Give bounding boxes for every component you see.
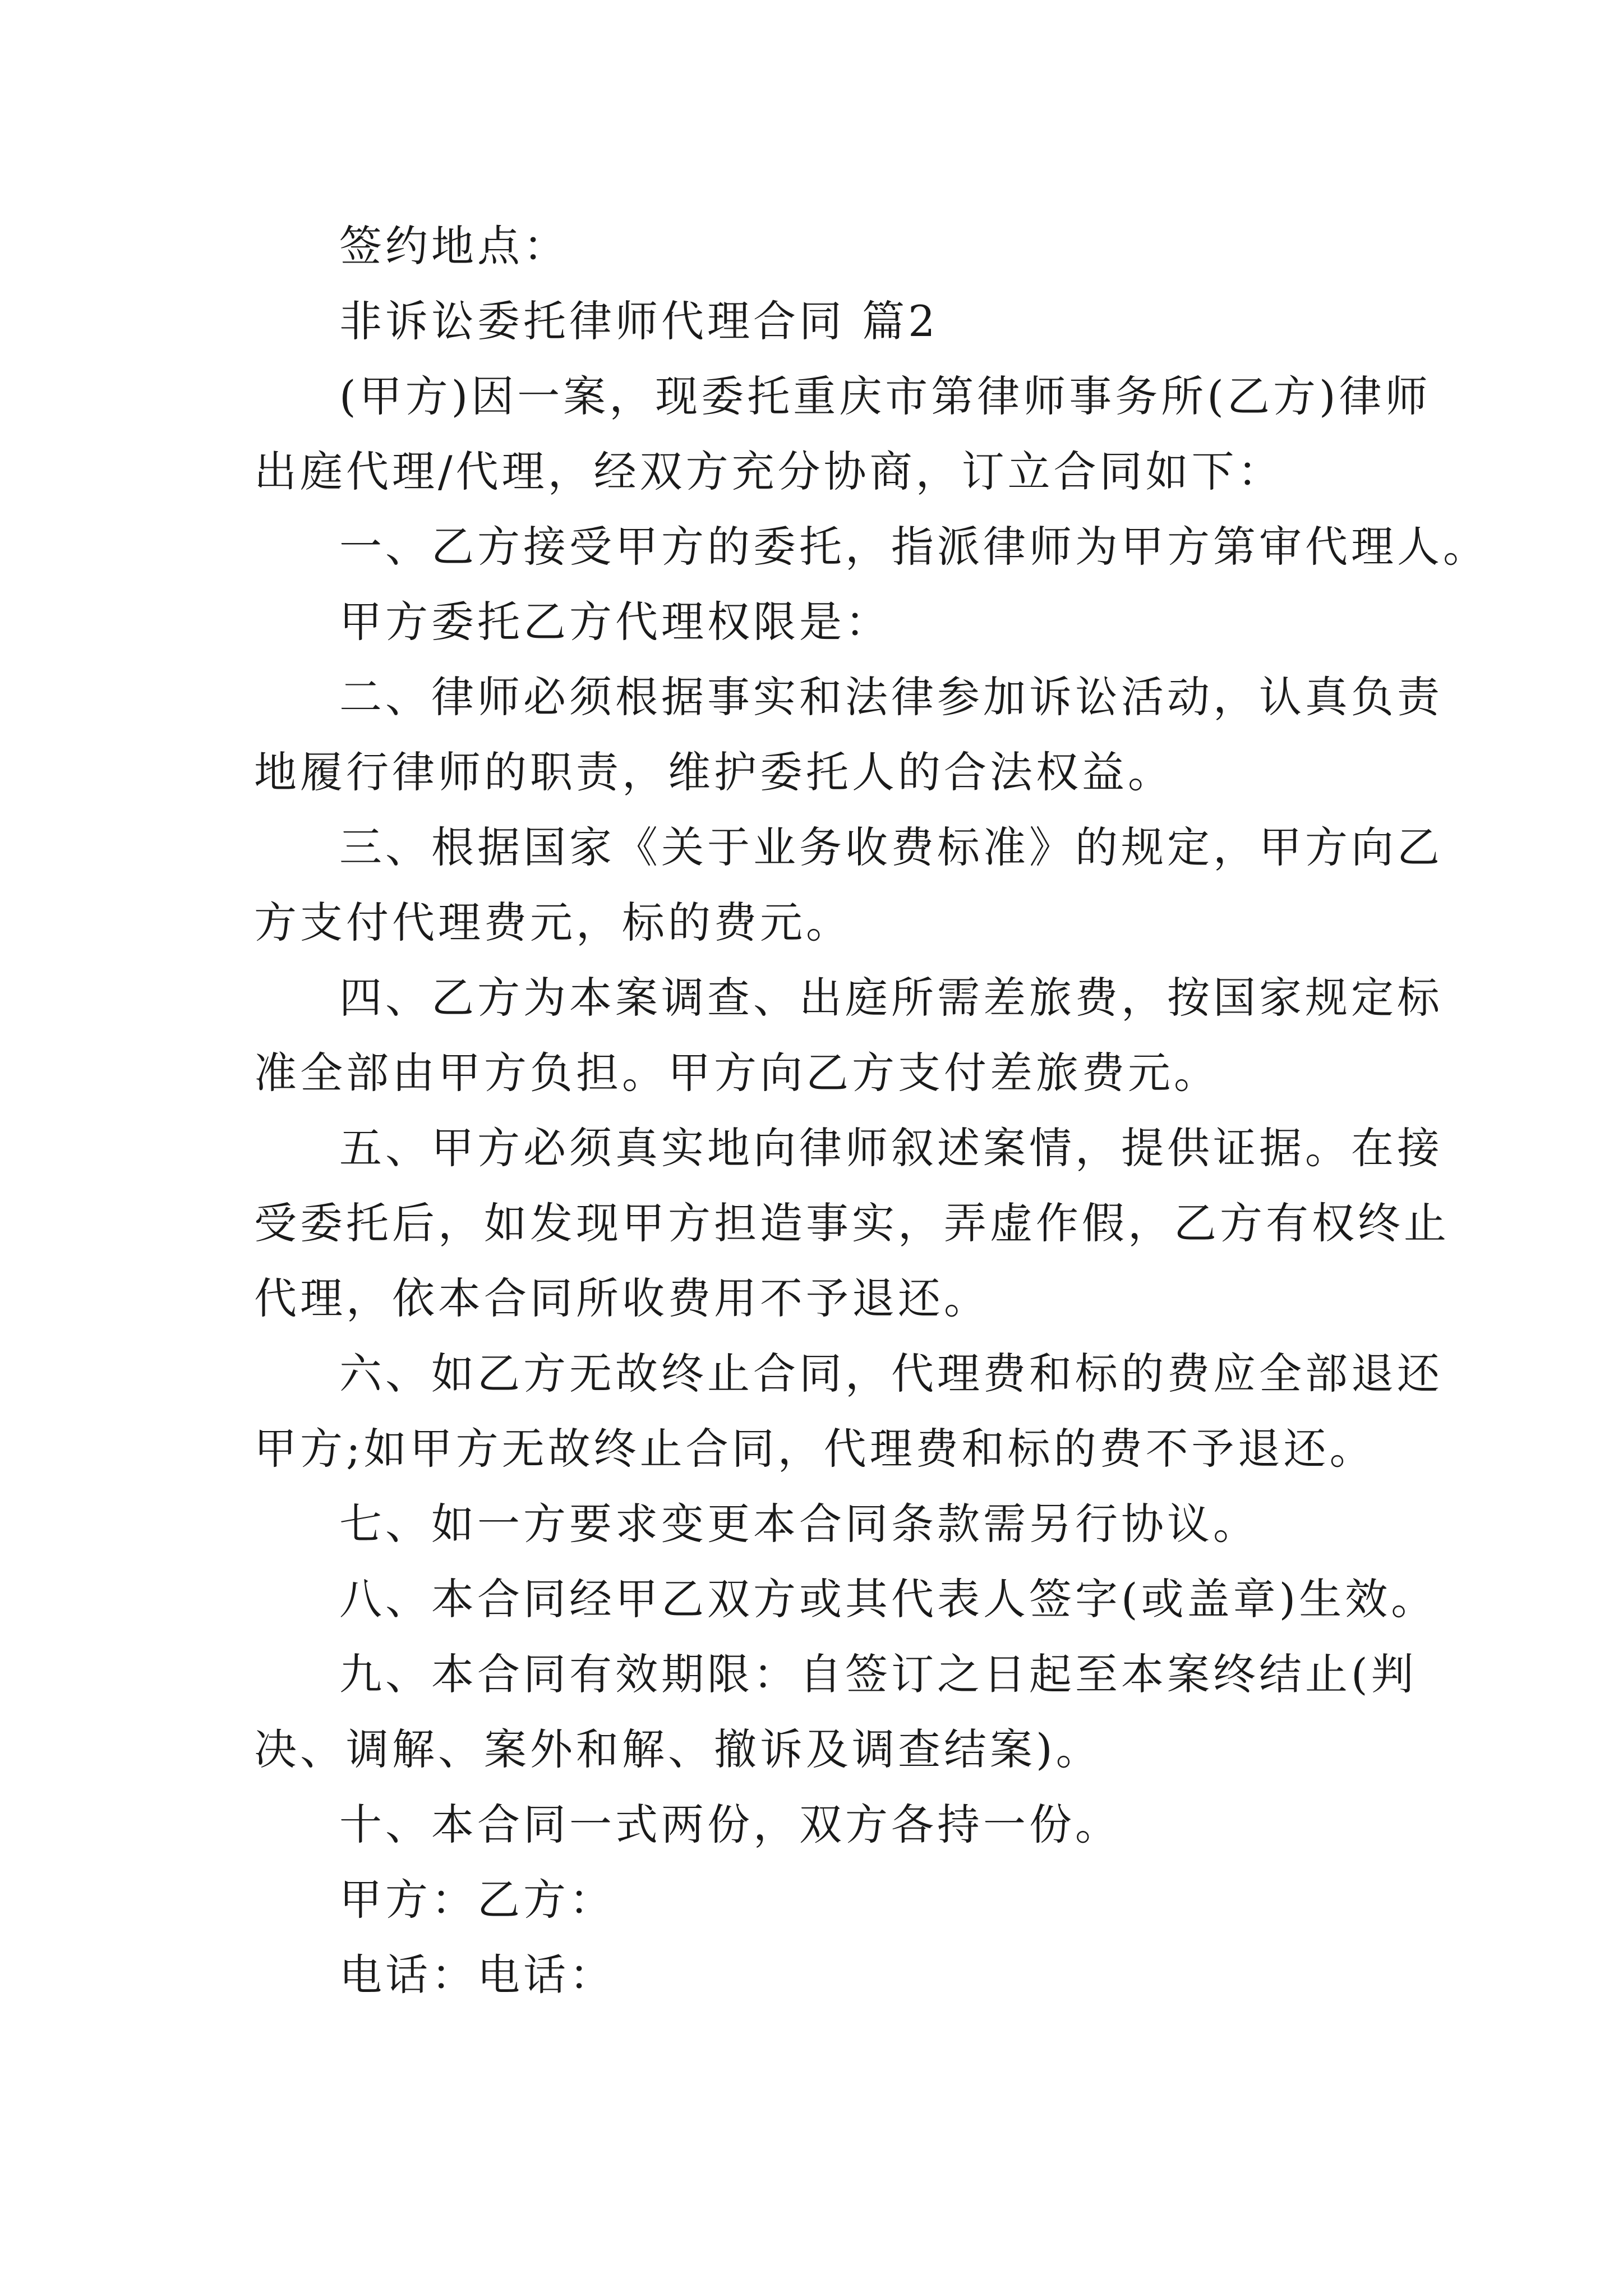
text-line: 六、如乙方无故终止合同，代理费和标的费应全部退还 [339, 1349, 1443, 1398]
party-signature-line [254, 1862, 1381, 1938]
text-line: 三、根据国家《关于业务收费标准》的规定，甲方向乙 [339, 822, 1443, 872]
text-line: 代理，依本合同所收费用不予退还。 [254, 1273, 990, 1323]
text-line: 五、甲方必须真实地向律师叙述案情，提供证据。在接 [339, 1123, 1443, 1173]
clause-3 [254, 810, 1443, 960]
text-line: 出庭代理/代理，经双方充分协商，订立合同如下： [254, 447, 1284, 496]
text-line: 决、调解、案外和解、撤诉及调查结案)。 [254, 1724, 1102, 1774]
clause-8 [254, 1562, 1437, 1637]
text-line: 甲方;如甲方无故终止合同，代理费和标的费不予退还。 [254, 1424, 1376, 1474]
clause-4 [254, 960, 1443, 1111]
preamble-paragraph [254, 359, 1431, 509]
clause-2 [254, 660, 1443, 810]
authority-paragraph [254, 585, 1381, 660]
text-line: 签约地点： [339, 221, 569, 271]
clause-10 [254, 1787, 1381, 1862]
text-line: (甲方)因一案，现委托重庆市第律师事务所(乙方)律师 [339, 371, 1431, 421]
text-line: 一、乙方接受甲方的委托，指派律师为甲方第审代理人。 [339, 522, 1489, 572]
text-line: 电话：电话： [339, 1950, 615, 2000]
text-line: 非诉讼委托律师代理合同 篇2 [339, 296, 939, 346]
text-line: 四、乙方为本案调查、出庭所需差旅费，按国家规定标 [339, 973, 1443, 1023]
clause-6 [254, 1336, 1443, 1487]
text-line: 甲方：乙方： [339, 1875, 615, 1925]
clause-1 [254, 509, 1489, 585]
phone-line [254, 1938, 1381, 2013]
text-line: 十、本合同一式两份，双方各持一份。 [339, 1800, 1121, 1849]
clause-9 [254, 1637, 1417, 1787]
clause-7 [254, 1487, 1381, 1562]
text-line: 地履行律师的职责，维护委托人的合法权益。 [254, 747, 1174, 797]
document-body [254, 209, 1489, 2013]
text-line: 二、律师必须根据事实和法律参加诉讼活动，认真负责 [339, 672, 1443, 722]
clause-5 [254, 1111, 1450, 1336]
text-line: 九、本合同有效期限：自签订之日起至本案终结止(判 [339, 1649, 1417, 1699]
signing-location-paragraph [254, 209, 1381, 284]
text-line: 八、本合同经甲乙双方或其代表人签字(或盖章)生效。 [339, 1574, 1437, 1624]
text-line: 方支付代理费元，标的费元。 [254, 898, 852, 947]
section-heading [254, 284, 1381, 359]
text-line: 准全部由甲方负担。甲方向乙方支付差旅费元。 [254, 1048, 1220, 1098]
text-line: 甲方委托乙方代理权限是： [339, 597, 891, 647]
text-line: 七、如一方要求变更本合同条款需另行协议。 [339, 1499, 1259, 1549]
text-line: 受委托后，如发现甲方担造事实，弄虚作假，乙方有权终止 [254, 1198, 1450, 1248]
